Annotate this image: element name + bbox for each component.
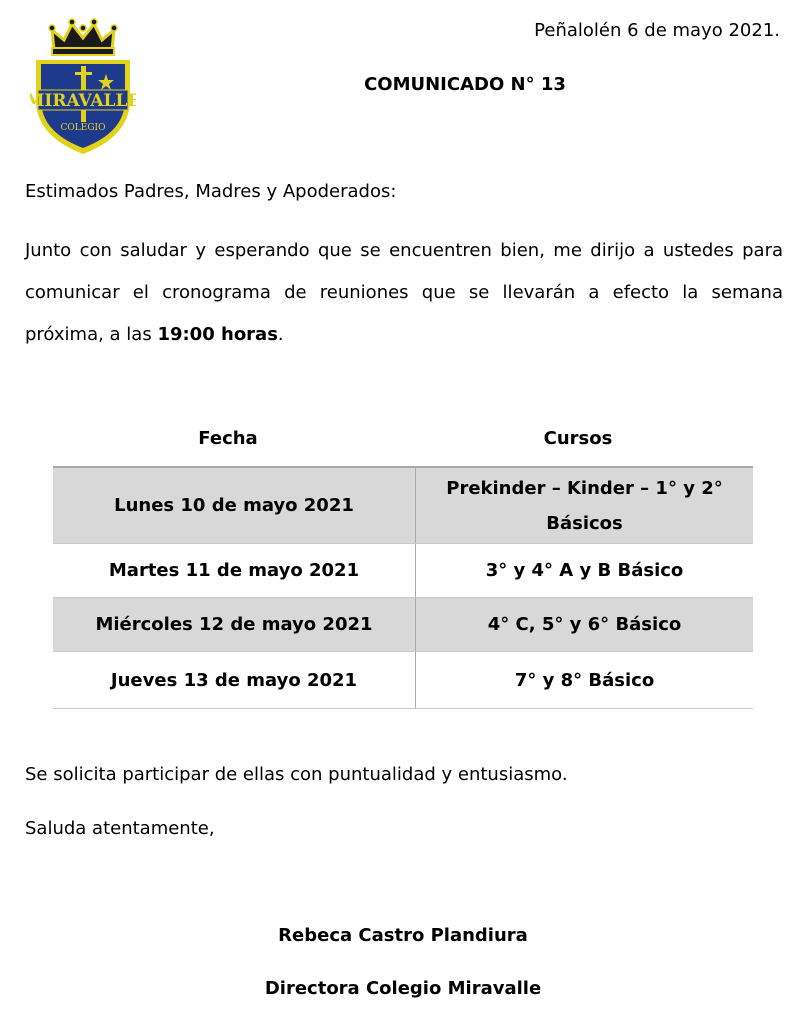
row-courses: Prekinder – Kinder – 1° y 2° Básicos xyxy=(446,477,723,534)
row-courses: 4° C, 5° y 6° Básico xyxy=(487,614,682,635)
logo-text: MIRAVALLE xyxy=(30,91,136,111)
document-date: Peñalolén 6 de mayo 2021. xyxy=(534,20,780,41)
closing-request: Se solicita participar de ellas con puntualidad y entusiasmo. xyxy=(25,764,568,785)
row-date: Martes 11 de mayo 2021 xyxy=(53,544,416,597)
logo-subtext: COLEGIO xyxy=(60,123,106,133)
row-date: Miércoles 12 de mayo 2021 xyxy=(53,598,416,651)
table-row xyxy=(53,652,753,709)
row-courses: 7° y 8° Básico xyxy=(514,669,655,691)
paragraph-end: . xyxy=(277,324,284,345)
table-header xyxy=(53,424,753,468)
row-courses: 3° y 4° A y B Básico xyxy=(485,560,684,581)
paragraph-text: Junto con saludar y esperando que se encuentren bien, me dirijo a ustedes para comunicar el cronograma de reuniones que se llevarán a efecto la semana próxima, a las xyxy=(25,240,783,345)
table-row xyxy=(53,468,753,544)
closing-farewell: Saluda atentamente, xyxy=(25,818,215,839)
header-fecha: Fecha xyxy=(198,428,258,449)
schedule-table xyxy=(53,424,753,709)
intro-paragraph xyxy=(25,230,783,356)
table-row xyxy=(53,544,753,598)
row-date: Jueves 13 de mayo 2021 xyxy=(53,652,416,708)
document-title: COMUNICADO N° 13 xyxy=(364,74,566,95)
row-date: Lunes 10 de mayo 2021 xyxy=(53,468,416,543)
meeting-time: 19:00 horas xyxy=(157,324,278,345)
header-cursos: Cursos xyxy=(543,428,613,449)
signature-role: Directora Colegio Miravalle xyxy=(264,978,542,999)
table-row xyxy=(53,598,753,652)
greeting: Estimados Padres, Madres y Apoderados: xyxy=(25,181,397,202)
signature-name: Rebeca Castro Plandiura xyxy=(278,925,528,946)
